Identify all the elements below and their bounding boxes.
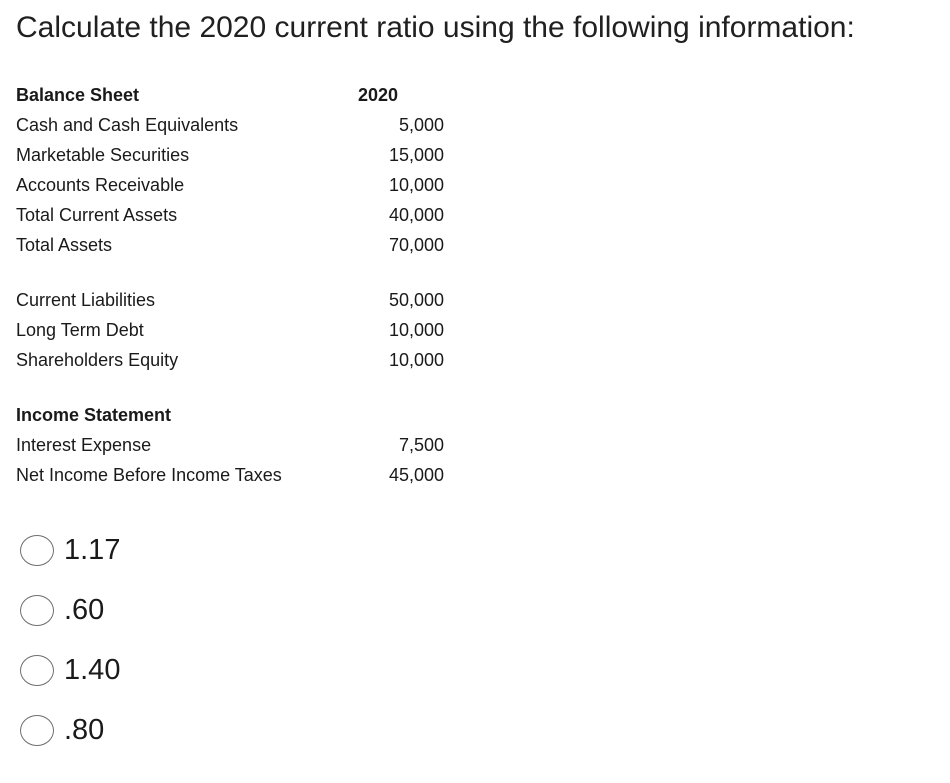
answer-options [20,530,120,770]
row-value: 10,000 [388,175,444,195]
row-label: Total Current Assets [16,205,178,225]
table-row [16,285,444,315]
row-label: Marketable Securities [16,145,190,165]
table-row [16,170,444,200]
answer-option-2[interactable] [20,590,120,630]
row-label: Current Liabilities [16,290,156,310]
income-statement-title: Income Statement [16,405,172,425]
row-value: 10,000 [388,350,444,370]
row-label: Interest Expense [16,435,152,455]
option-label[interactable]: .60 [64,594,105,626]
row-label: Shareholders Equity [16,350,179,370]
financial-data-table [16,80,444,490]
radio-button[interactable] [20,655,54,686]
table-row [16,140,444,170]
option-label[interactable]: 1.40 [64,654,121,686]
row-label: Net Income Before Income Taxes [16,465,282,485]
table-row [16,110,444,140]
table-row [16,430,444,460]
row-value: 10,000 [388,320,444,340]
radio-button[interactable] [20,535,54,566]
option-label[interactable]: .80 [64,714,105,746]
income-statement-header-row [16,400,444,430]
question-text: Calculate the 2020 current ratio using the following information: [16,11,855,44]
answer-option-1[interactable] [20,530,120,570]
table-row [16,230,444,260]
row-value: 7,500 [398,435,444,455]
radio-button[interactable] [20,595,54,626]
table-row [16,345,444,375]
spacer-row [16,375,444,400]
balance-sheet-title: Balance Sheet [16,85,140,105]
answer-option-4[interactable] [20,710,120,750]
year-header: 2020 [358,85,399,105]
row-value: 70,000 [388,235,444,255]
table-row [16,460,444,490]
row-value: 5,000 [398,115,444,135]
row-label: Cash and Cash Equivalents [16,115,239,135]
row-value: 45,000 [388,465,444,485]
row-value: 40,000 [388,205,444,225]
row-label: Long Term Debt [16,320,144,340]
table-row [16,200,444,230]
spacer-row [16,260,444,285]
answer-option-3[interactable] [20,650,120,690]
table-row [16,315,444,345]
row-value: 50,000 [388,290,444,310]
row-label: Total Assets [16,235,113,255]
row-label: Accounts Receivable [16,175,185,195]
option-label[interactable]: 1.17 [64,534,121,566]
row-value: 15,000 [388,145,444,165]
radio-button[interactable] [20,715,54,746]
balance-sheet-header-row [16,80,444,110]
